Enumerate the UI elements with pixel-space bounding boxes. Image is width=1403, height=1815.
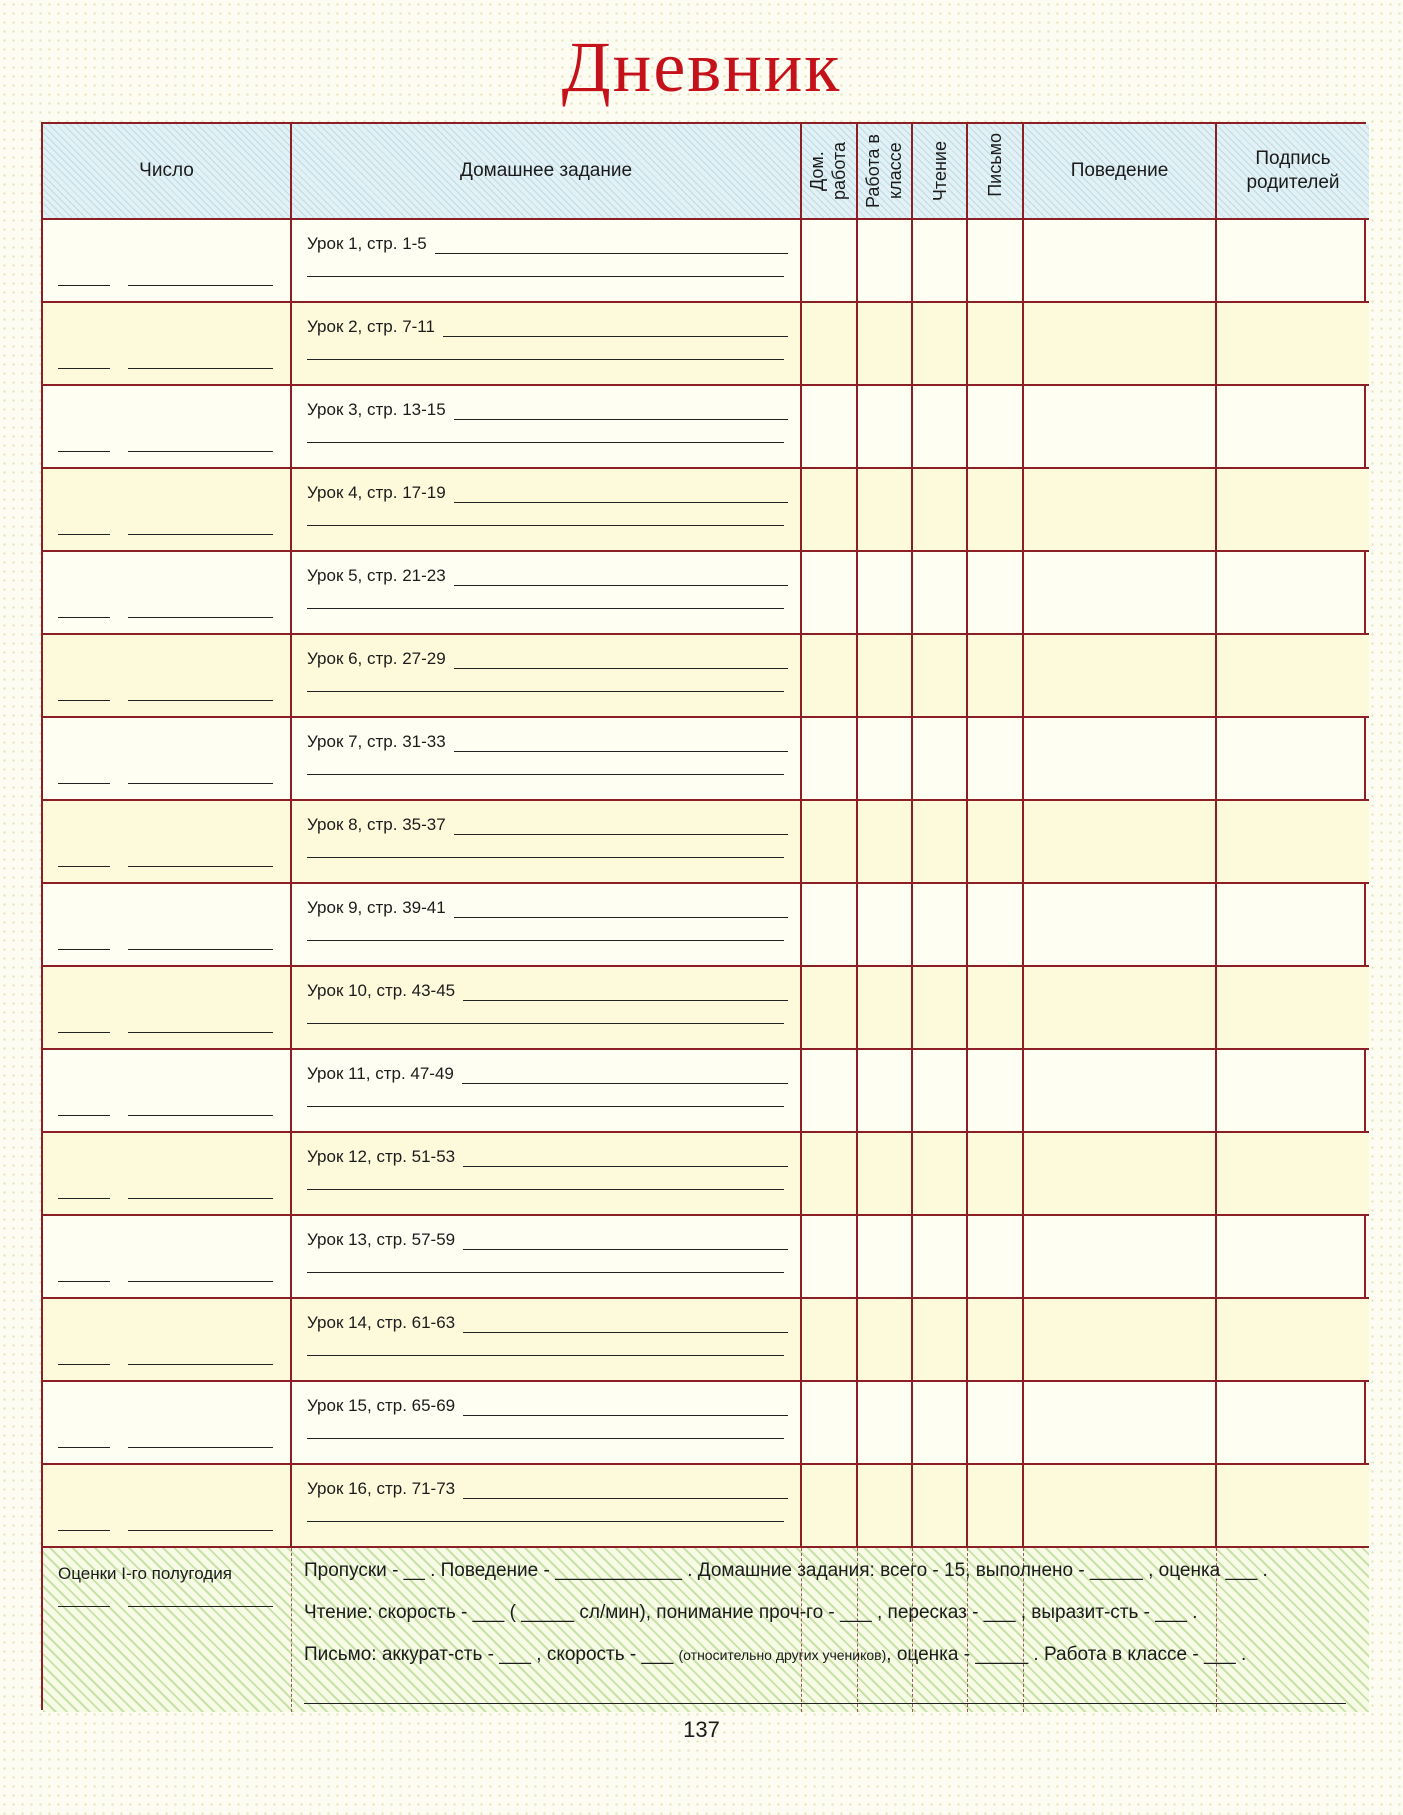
writing-cell[interactable] xyxy=(968,303,1024,386)
reading-cell[interactable] xyxy=(913,552,968,635)
homework-blank[interactable] xyxy=(463,986,788,1001)
homework-blank[interactable] xyxy=(463,1484,788,1499)
date-blank-day[interactable] xyxy=(58,368,110,369)
homework-blank[interactable] xyxy=(307,1355,784,1356)
date-blank-month[interactable] xyxy=(128,1198,273,1199)
class-work-cell[interactable] xyxy=(858,552,913,635)
parent-signature-cell[interactable] xyxy=(1217,1050,1369,1133)
parent-signature-cell[interactable] xyxy=(1217,552,1369,635)
date-cell[interactable] xyxy=(43,469,292,552)
class-work-cell[interactable] xyxy=(858,635,913,718)
behavior-cell[interactable] xyxy=(1024,718,1217,801)
hw-grade-cell[interactable] xyxy=(802,220,858,303)
homework-blank[interactable] xyxy=(307,1438,784,1439)
homework-blank[interactable] xyxy=(307,1272,784,1273)
hw-grade-cell[interactable] xyxy=(802,469,858,552)
parent-signature-cell[interactable] xyxy=(1217,1382,1369,1465)
reading-cell[interactable] xyxy=(913,967,968,1050)
class-work-cell[interactable] xyxy=(858,1050,913,1133)
hw-grade-cell[interactable] xyxy=(802,635,858,718)
date-cell[interactable] xyxy=(43,1133,292,1216)
homework-blank[interactable] xyxy=(454,405,788,420)
page-number: 137 xyxy=(683,1717,720,1742)
class-work-cell[interactable] xyxy=(858,1465,913,1548)
date-cell[interactable] xyxy=(43,884,292,967)
homework-blank[interactable] xyxy=(307,525,784,526)
behavior-cell[interactable] xyxy=(1024,220,1217,303)
lesson-label: Урок 9, стр. 39-41 xyxy=(307,898,446,917)
homework-cell[interactable] xyxy=(292,1299,802,1382)
class-work-cell[interactable] xyxy=(858,1216,913,1299)
date-cell[interactable] xyxy=(43,1299,292,1382)
page-title: Дневник xyxy=(561,27,842,107)
parent-signature-cell[interactable] xyxy=(1217,967,1369,1050)
summary-notes-line[interactable] xyxy=(304,1703,1346,1704)
date-blank-day[interactable] xyxy=(58,1281,110,1282)
behavior-cell[interactable] xyxy=(1024,635,1217,718)
lesson-label: Урок 12, стр. 51-53 xyxy=(307,1147,456,1166)
lesson-label: Урок 8, стр. 35-37 xyxy=(307,815,446,834)
homework-blank[interactable] xyxy=(307,442,784,443)
class-work-cell[interactable] xyxy=(858,967,913,1050)
homework-blank[interactable] xyxy=(307,691,784,692)
homework-blank[interactable] xyxy=(454,737,788,752)
date-cell[interactable] xyxy=(43,552,292,635)
lesson-label: Урок 5, стр. 21-23 xyxy=(307,566,446,585)
homework-cell[interactable] xyxy=(292,1382,802,1465)
writing-cell[interactable] xyxy=(968,801,1024,884)
behavior-cell[interactable] xyxy=(1024,552,1217,635)
class-work-cell[interactable] xyxy=(858,1133,913,1216)
writing-cell[interactable] xyxy=(968,1382,1024,1465)
reading-cell[interactable] xyxy=(913,1050,968,1133)
parent-signature-cell[interactable] xyxy=(1217,801,1369,884)
date-blank-day[interactable] xyxy=(58,451,110,452)
writing-cell[interactable] xyxy=(968,1050,1024,1133)
writing-cell[interactable] xyxy=(968,1133,1024,1216)
writing-cell[interactable] xyxy=(968,1299,1024,1382)
writing-cell[interactable] xyxy=(968,884,1024,967)
homework-blank[interactable] xyxy=(307,359,784,360)
class-work-cell[interactable] xyxy=(858,386,913,469)
parent-signature-cell[interactable] xyxy=(1217,1465,1369,1548)
homework-blank[interactable] xyxy=(463,1318,788,1333)
writing-cell[interactable] xyxy=(968,1216,1024,1299)
homework-blank[interactable] xyxy=(307,1106,784,1107)
hw-grade-cell[interactable] xyxy=(802,386,858,469)
homework-cell[interactable] xyxy=(292,386,802,469)
lesson-label: Урок 3, стр. 13-15 xyxy=(307,400,446,419)
reading-cell[interactable] xyxy=(913,1216,968,1299)
lesson-label: Урок 6, стр. 27-29 xyxy=(307,649,446,668)
diary-table xyxy=(41,122,1366,1710)
homework-blank[interactable] xyxy=(307,1189,784,1190)
hw-grade-cell[interactable] xyxy=(802,1216,858,1299)
homework-cell[interactable] xyxy=(292,801,802,884)
homework-blank[interactable] xyxy=(307,940,784,941)
date-cell[interactable] xyxy=(43,1050,292,1133)
date-blank-day[interactable] xyxy=(58,700,110,701)
homework-cell[interactable] xyxy=(292,884,802,967)
date-blank-month[interactable] xyxy=(128,285,273,286)
homework-blank[interactable] xyxy=(307,276,784,277)
lesson-label: Урок 14, стр. 61-63 xyxy=(307,1313,456,1332)
reading-cell[interactable] xyxy=(913,1133,968,1216)
date-blank-month[interactable] xyxy=(128,949,273,950)
homework-blank[interactable] xyxy=(307,1521,784,1522)
behavior-cell[interactable] xyxy=(1024,1299,1217,1382)
hw-grade-cell[interactable] xyxy=(802,967,858,1050)
parent-signature-cell[interactable] xyxy=(1217,718,1369,801)
behavior-cell[interactable] xyxy=(1024,1050,1217,1133)
summary-date-blank-day[interactable] xyxy=(58,1606,110,1607)
behavior-cell[interactable] xyxy=(1024,1382,1217,1465)
reading-cell[interactable] xyxy=(913,1465,968,1548)
date-cell[interactable] xyxy=(43,635,292,718)
hw-grade-cell[interactable] xyxy=(802,1050,858,1133)
summary-date-blank-month[interactable] xyxy=(128,1606,273,1607)
homework-blank[interactable] xyxy=(443,322,788,337)
homework-blank[interactable] xyxy=(307,1023,784,1024)
date-blank-day[interactable] xyxy=(58,1115,110,1116)
homework-cell[interactable] xyxy=(292,303,802,386)
header-parent-signature: Подпись родителей xyxy=(1217,124,1369,220)
homework-blank[interactable] xyxy=(307,774,784,775)
homework-cell[interactable] xyxy=(292,967,802,1050)
parent-signature-cell[interactable] xyxy=(1217,386,1369,469)
homework-blank[interactable] xyxy=(454,903,788,918)
lesson-label: Урок 2, стр. 7-11 xyxy=(307,317,435,336)
date-cell[interactable] xyxy=(43,801,292,884)
date-blank-day[interactable] xyxy=(58,285,110,286)
date-blank-day[interactable] xyxy=(58,1530,110,1531)
reading-cell[interactable] xyxy=(913,1299,968,1382)
homework-blank[interactable] xyxy=(463,1235,788,1250)
lesson-label: Урок 16, стр. 71-73 xyxy=(307,1479,456,1498)
date-blank-month[interactable] xyxy=(128,534,273,535)
parent-signature-cell[interactable] xyxy=(1217,469,1369,552)
date-blank-day[interactable] xyxy=(58,866,110,867)
parent-signature-cell[interactable] xyxy=(1217,884,1369,967)
date-cell[interactable] xyxy=(43,1216,292,1299)
behavior-cell[interactable] xyxy=(1024,1133,1217,1216)
class-work-cell[interactable] xyxy=(858,718,913,801)
reading-cell[interactable] xyxy=(913,220,968,303)
writing-cell[interactable] xyxy=(968,386,1024,469)
date-blank-day[interactable] xyxy=(58,617,110,618)
writing-cell[interactable] xyxy=(968,220,1024,303)
date-blank-month[interactable] xyxy=(128,1281,273,1282)
homework-cell[interactable] xyxy=(292,1465,802,1548)
homework-cell[interactable] xyxy=(292,718,802,801)
class-work-cell[interactable] xyxy=(858,884,913,967)
homework-cell[interactable] xyxy=(292,552,802,635)
homework-cell[interactable] xyxy=(292,1216,802,1299)
lesson-label: Урок 4, стр. 17-19 xyxy=(307,483,446,502)
class-work-cell[interactable] xyxy=(858,303,913,386)
date-blank-day[interactable] xyxy=(58,1364,110,1365)
reading-cell[interactable] xyxy=(913,386,968,469)
date-cell[interactable] xyxy=(43,1465,292,1548)
summary-line-reading: Чтение: скорость - ___ ( _____ сл/мин), понимание проч-го - ___ , пересказ - ___ , выразит-сть - ___ . xyxy=(304,1602,1198,1623)
summary-line-absences: Пропуски - __ . Поведение - ____________ . Домашние задания: всего - 15, выполнено - _____ , оценка ___ . xyxy=(304,1560,1268,1581)
hw-grade-cell[interactable] xyxy=(802,552,858,635)
reading-cell[interactable] xyxy=(913,469,968,552)
date-blank-month[interactable] xyxy=(128,1115,273,1116)
class-work-cell[interactable] xyxy=(858,1382,913,1465)
class-work-cell[interactable] xyxy=(858,801,913,884)
summary-line-writing: Письмо: аккурат-сть - ___ , скорость - ___ (относительно других учеников), оценка - _____ . Работа в классе - ___ . xyxy=(304,1644,1247,1665)
summary-label: Оценки I-го полугодия xyxy=(58,1564,232,1583)
header-date: Число xyxy=(43,124,292,220)
writing-cell[interactable] xyxy=(968,967,1024,1050)
hw-grade-cell[interactable] xyxy=(802,801,858,884)
lesson-label: Урок 11, стр. 47-49 xyxy=(307,1064,454,1083)
reading-cell[interactable] xyxy=(913,1382,968,1465)
date-blank-day[interactable] xyxy=(58,949,110,950)
writing-cell[interactable] xyxy=(968,552,1024,635)
homework-cell[interactable] xyxy=(292,1133,802,1216)
date-cell[interactable] xyxy=(43,386,292,469)
lesson-label: Урок 10, стр. 43-45 xyxy=(307,981,456,1000)
homework-blank[interactable] xyxy=(463,1401,788,1416)
date-cell[interactable] xyxy=(43,1382,292,1465)
behavior-cell[interactable] xyxy=(1024,469,1217,552)
homework-blank[interactable] xyxy=(454,654,788,669)
homework-blank[interactable] xyxy=(435,239,788,254)
hw-grade-cell[interactable] xyxy=(802,1465,858,1548)
behavior-cell[interactable] xyxy=(1024,884,1217,967)
date-blank-month[interactable] xyxy=(128,368,273,369)
date-blank-day[interactable] xyxy=(58,1198,110,1199)
homework-blank[interactable] xyxy=(454,571,788,586)
date-blank-month[interactable] xyxy=(128,866,273,867)
reading-cell[interactable] xyxy=(913,303,968,386)
hw-grade-cell[interactable] xyxy=(802,718,858,801)
reading-cell[interactable] xyxy=(913,884,968,967)
hw-grade-cell[interactable] xyxy=(802,884,858,967)
behavior-cell[interactable] xyxy=(1024,801,1217,884)
behavior-cell[interactable] xyxy=(1024,1465,1217,1548)
homework-blank[interactable] xyxy=(454,488,788,503)
date-blank-day[interactable] xyxy=(58,534,110,535)
parent-signature-cell[interactable] xyxy=(1217,1133,1369,1216)
date-blank-month[interactable] xyxy=(128,783,273,784)
header-writing: Письмо xyxy=(968,124,1024,220)
date-cell[interactable] xyxy=(43,967,292,1050)
date-blank-month[interactable] xyxy=(128,700,273,701)
date-blank-month[interactable] xyxy=(128,1447,273,1448)
hw-grade-cell[interactable] xyxy=(802,1299,858,1382)
date-cell[interactable] xyxy=(43,303,292,386)
homework-cell[interactable] xyxy=(292,1050,802,1133)
homework-blank[interactable] xyxy=(463,1152,788,1167)
homework-cell[interactable] xyxy=(292,469,802,552)
header-hw-grade: Дом. работа xyxy=(802,124,858,220)
date-blank-month[interactable] xyxy=(128,451,273,452)
date-blank-month[interactable] xyxy=(128,617,273,618)
behavior-cell[interactable] xyxy=(1024,386,1217,469)
parent-signature-cell[interactable] xyxy=(1217,220,1369,303)
date-blank-month[interactable] xyxy=(128,1530,273,1531)
behavior-cell[interactable] xyxy=(1024,303,1217,386)
header-behavior: Поведение xyxy=(1024,124,1217,220)
header-class-work: Работа в классе xyxy=(858,124,913,220)
writing-cell[interactable] xyxy=(968,635,1024,718)
lesson-label: Урок 1, стр. 1-5 xyxy=(307,234,427,253)
date-blank-day[interactable] xyxy=(58,1032,110,1033)
homework-cell[interactable] xyxy=(292,635,802,718)
homework-blank[interactable] xyxy=(307,857,784,858)
parent-signature-cell[interactable] xyxy=(1217,635,1369,718)
homework-blank[interactable] xyxy=(454,820,788,835)
parent-signature-cell[interactable] xyxy=(1217,1216,1369,1299)
date-cell[interactable] xyxy=(43,718,292,801)
reading-cell[interactable] xyxy=(913,635,968,718)
class-work-cell[interactable] xyxy=(858,469,913,552)
date-blank-day[interactable] xyxy=(58,783,110,784)
lesson-label: Урок 15, стр. 65-69 xyxy=(307,1396,456,1415)
homework-blank[interactable] xyxy=(462,1069,788,1084)
hw-grade-cell[interactable] xyxy=(802,1382,858,1465)
writing-cell[interactable] xyxy=(968,718,1024,801)
lesson-label: Урок 13, стр. 57-59 xyxy=(307,1230,456,1249)
date-blank-day[interactable] xyxy=(58,1447,110,1448)
date-blank-month[interactable] xyxy=(128,1032,273,1033)
header-homework: Домашнее задание xyxy=(292,124,802,220)
parent-signature-cell[interactable] xyxy=(1217,1299,1369,1382)
writing-cell[interactable] xyxy=(968,469,1024,552)
behavior-cell[interactable] xyxy=(1024,967,1217,1050)
semester-summary xyxy=(43,1548,1369,1712)
reading-cell[interactable] xyxy=(913,718,968,801)
homework-blank[interactable] xyxy=(307,608,784,609)
parent-signature-cell[interactable] xyxy=(1217,303,1369,386)
hw-grade-cell[interactable] xyxy=(802,1133,858,1216)
class-work-cell[interactable] xyxy=(858,220,913,303)
homework-cell[interactable] xyxy=(292,220,802,303)
header-reading: Чтение xyxy=(913,124,968,220)
class-work-cell[interactable] xyxy=(858,1299,913,1382)
lesson-label: Урок 7, стр. 31-33 xyxy=(307,732,446,751)
date-blank-month[interactable] xyxy=(128,1364,273,1365)
reading-cell[interactable] xyxy=(913,801,968,884)
writing-cell[interactable] xyxy=(968,1465,1024,1548)
hw-grade-cell[interactable] xyxy=(802,303,858,386)
date-cell[interactable] xyxy=(43,220,292,303)
behavior-cell[interactable] xyxy=(1024,1216,1217,1299)
